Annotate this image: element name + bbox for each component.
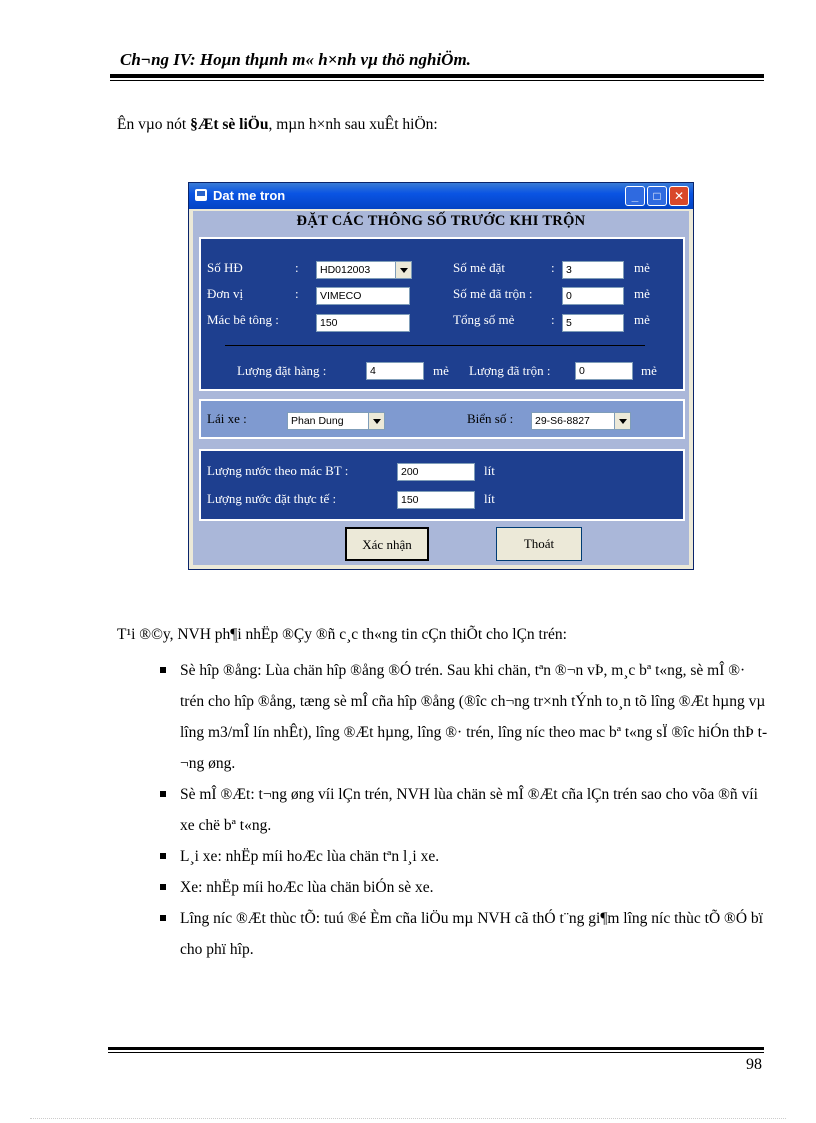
so-hd-value: HD012003 — [320, 264, 371, 276]
so-hd-label: Số HĐ — [207, 260, 243, 275]
bullet-icon — [160, 667, 166, 673]
bullet-text: L¸i xe: nhËp míi hoÆc lùa chän tªn l¸i xe. — [180, 848, 440, 865]
bullet-text: Sè mÎ ®Æt: t¬ng øng víi lÇn trén, NVH lùa chän sè mÎ ®Æt cña lÇn trén sao cho võa ®ñ víi xe chë bª t«ng. — [180, 786, 758, 834]
so-hd-combo[interactable] — [316, 261, 412, 279]
bullet-icon — [160, 791, 166, 797]
window-title: Dat me tron — [213, 188, 286, 203]
luong-dat-hang-input[interactable]: 4 — [366, 362, 424, 380]
mac-be-tong-label: Mác bê tông : — [207, 312, 279, 327]
lai-xe-label: Lái xe : — [207, 411, 247, 426]
water-panel — [199, 449, 685, 521]
page-number: 98 — [746, 1056, 762, 1073]
tong-so-me-unit: mẻ — [634, 312, 650, 327]
tong-so-me-label: Tổng số mẻ — [453, 312, 515, 327]
don-vi-label: Đơn vị — [207, 286, 244, 301]
luong-da-tron-input[interactable]: 0 — [575, 362, 633, 380]
so-hd-colon: : — [295, 260, 299, 275]
dialog-heading: ĐẶT CÁC THÔNG SỐ TRƯỚC KHI TRỘN — [296, 213, 586, 229]
list-item — [160, 779, 770, 841]
luong-dat-hang-unit: mẻ — [433, 363, 449, 378]
intro-bold: §Æt sè liÖu — [190, 116, 269, 133]
bullet-icon — [160, 915, 166, 921]
list-item — [160, 872, 770, 903]
dialog-titlebar[interactable] — [189, 183, 693, 209]
tong-so-me-input[interactable]: 5 — [562, 314, 624, 332]
luong-da-tron-unit: mẻ — [641, 363, 657, 378]
header-rule-thick — [110, 74, 764, 78]
window-app-icon — [195, 189, 207, 201]
footer-rule-thin — [108, 1052, 764, 1053]
don-vi-colon: : — [295, 286, 299, 301]
dialog-window — [188, 182, 694, 570]
lai-xe-value: Phan Dung — [291, 415, 344, 427]
lai-xe-combo[interactable] — [287, 412, 385, 430]
luong-nuoc-thuc-te-input[interactable]: 150 — [397, 491, 475, 509]
list-item — [160, 655, 770, 779]
bien-so-label: Biển số : — [467, 411, 514, 426]
panel-separator — [225, 345, 645, 346]
chevron-down-icon[interactable] — [614, 413, 630, 429]
luong-nuoc-thuc-te-label: Lượng nước đặt thực tế : — [207, 491, 337, 506]
luong-dat-hang-label: Lượng đặt hàng : — [237, 363, 327, 378]
confirm-button[interactable]: Xác nhận — [345, 527, 429, 561]
so-me-dat-colon: : — [551, 260, 555, 275]
so-me-dat-label: Số mẻ đặt — [453, 260, 505, 275]
header-rule-thin — [110, 80, 764, 81]
luong-nuoc-mac-input[interactable]: 200 — [397, 463, 475, 481]
exit-button[interactable]: Thoát — [496, 527, 582, 561]
maximize-button[interactable]: □ — [647, 186, 667, 206]
so-me-dat-unit: mẻ — [634, 260, 650, 275]
list-item — [160, 841, 770, 872]
contract-panel — [199, 237, 685, 391]
bien-so-value: 29-S6-8827 — [535, 415, 590, 427]
mac-be-tong-input[interactable]: 150 — [316, 314, 410, 332]
so-me-da-tron-unit: mẻ — [634, 286, 650, 301]
list-item — [160, 903, 770, 965]
footer-rule-thick — [108, 1047, 764, 1050]
chevron-down-icon[interactable] — [368, 413, 384, 429]
so-me-da-tron-label: Số mẻ đã trộn : — [453, 286, 533, 301]
bullet-list — [160, 655, 770, 965]
so-me-dat-input[interactable]: 3 — [562, 261, 624, 279]
don-vi-input[interactable]: VIMECO — [316, 287, 410, 305]
intro-before: Ên vµo nót — [117, 116, 191, 133]
bullet-text: Lîng níc ®Æt thùc tÕ: tuú ®é Èm cña liÖu mµ NVH cã thÓ t¨ng gi¶m lîng níc thùc tÕ ®Ó bï cho phï hîp. — [180, 910, 763, 958]
luong-nuoc-mac-label: Lượng nước theo mác BT : — [207, 463, 349, 478]
body-paragraph: T¹i ®©y, NVH ph¶i nhËp ®Çy ®ñ c¸c th«ng tin cÇn thiÕt cho lÇn trén: — [117, 626, 567, 643]
bien-so-combo[interactable] — [531, 412, 631, 430]
luong-nuoc-thuc-te-unit: lít — [484, 491, 495, 506]
driver-panel — [199, 399, 685, 439]
chapter-header: Ch¬ng IV: Hoµn thµnh m« h×nh vµ thö nghiÖm. — [120, 50, 471, 69]
intro-after: , mµn h×nh sau xuÊt hiÖn: — [268, 116, 438, 133]
so-me-da-tron-input[interactable]: 0 — [562, 287, 624, 305]
close-button[interactable]: ✕ — [669, 186, 689, 206]
luong-nuoc-mac-unit: lít — [484, 463, 495, 478]
minimize-button[interactable]: _ — [625, 186, 645, 206]
luong-da-tron-label: Lượng đã trộn : — [469, 363, 551, 378]
page-bottom-dotted-line — [30, 1118, 786, 1119]
chevron-down-icon[interactable] — [395, 262, 411, 278]
bullet-icon — [160, 884, 166, 890]
bullet-icon — [160, 853, 166, 859]
tong-so-me-colon: : — [551, 312, 555, 327]
intro-paragraph — [117, 116, 438, 134]
bullet-text: Xe: nhËp míi hoÆc lùa chän biÓn sè xe. — [180, 879, 434, 896]
bullet-text: Sè hîp ®ång: Lùa chän hîp ®ång ®Ó trén. Sau khi chän, tªn ®¬n vÞ, m¸c bª t«ng, sè mÎ ®· trén cho hîp ®ång, tæng sè mÎ cña hîp ®ång (®îc ch¬ng tr×nh tÝnh to¸n tõ lîng ®Æt hµng vµ lîng m3/mÎ lín nhÊt), lîng ®Æt hµng, lîng ®· trén, lîng níc theo mac bª t«ng sÏ ®îc hiÓn thÞ t¬ng øng. — [180, 662, 768, 772]
